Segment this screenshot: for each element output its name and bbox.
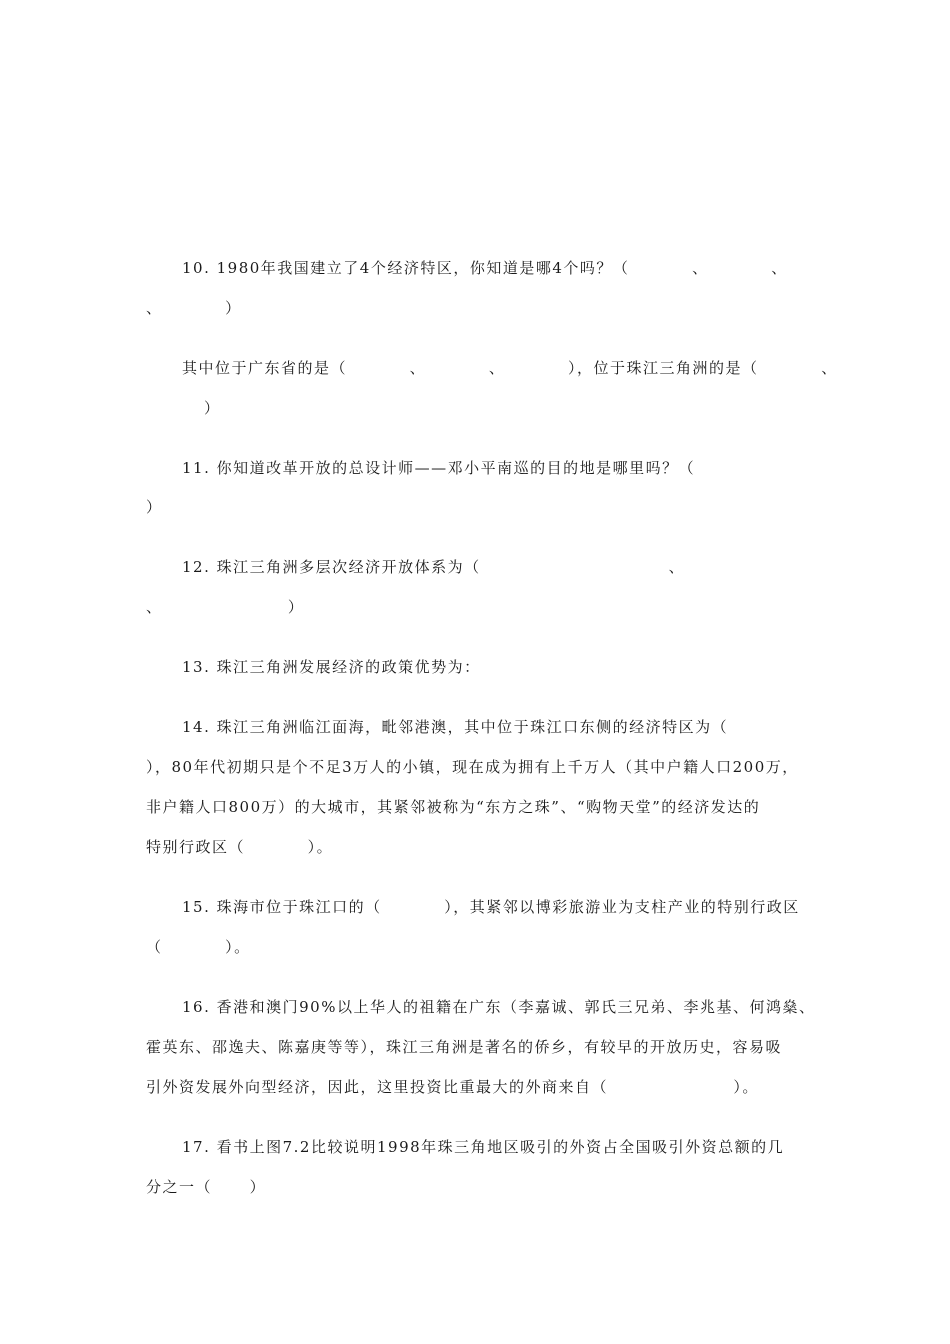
q16-line-1: 16. 香港和澳门90%以上华人的祖籍在广东（李嘉诚、郭氏三兄弟、李兆基、何鸿燊、: [182, 998, 816, 1016]
q15-line-1: 15. 珠海市位于珠江口的（ ），其紧邻以博彩旅游业为支柱产业的特别行政区: [182, 898, 800, 916]
q10-line-2: 、 ）: [146, 299, 242, 317]
q10-line-3: 其中位于广东省的是（ 、 、 ），位于珠江三角洲的是（ 、: [182, 359, 838, 377]
q16-line-3: 引外资发展外向型经济，因此，这里投资比重最大的外商来自（ ）。: [146, 1078, 759, 1096]
q10-line-4: ）: [204, 399, 221, 417]
q13-line-1: 13. 珠江三角洲发展经济的政策优势为：: [182, 658, 481, 676]
q14-line-4: 特别行政区（ ）。: [146, 838, 334, 856]
q17-line-1: 17. 看书上图7.2比较说明1998年珠三角地区吸引的外资占全国吸引外资总额的几: [182, 1138, 785, 1156]
q16-line-2: 霍英东、邵逸夫、陈嘉庚等等），珠江三角洲是著名的侨乡，有较早的开放历史，容易吸: [146, 1038, 783, 1056]
q17-line-2: 分之一（ ）: [146, 1178, 267, 1196]
q11-line-2: ）: [146, 498, 163, 516]
q14-line-2: ），80年代初期只是个不足3万人的小镇，现在成为拥有上千万人（其中户籍人口200万，: [146, 758, 799, 776]
q12-line-2: 、 ）: [146, 598, 305, 616]
q14-line-1: 14. 珠江三角洲临江面海，毗邻港澳，其中位于珠江口东侧的经济特区为（: [182, 718, 729, 736]
q11-line-1: 11. 你知道改革开放的总设计师——邓小平南巡的目的地是哪里吗？（: [182, 459, 696, 477]
q14-line-3: 非户籍人口800万）的大城市，其紧邻被称为“东方之珠”、“购物天堂”的经济发达的: [146, 798, 761, 816]
q15-line-2: （ ）。: [146, 938, 251, 956]
q10-line-1: 10. 1980年我国建立了4个经济特区，你知道是哪4个吗？（ 、 、: [182, 259, 788, 277]
q12-line-1: 12. 珠江三角洲多层次经济开放体系为（ 、: [182, 558, 686, 576]
